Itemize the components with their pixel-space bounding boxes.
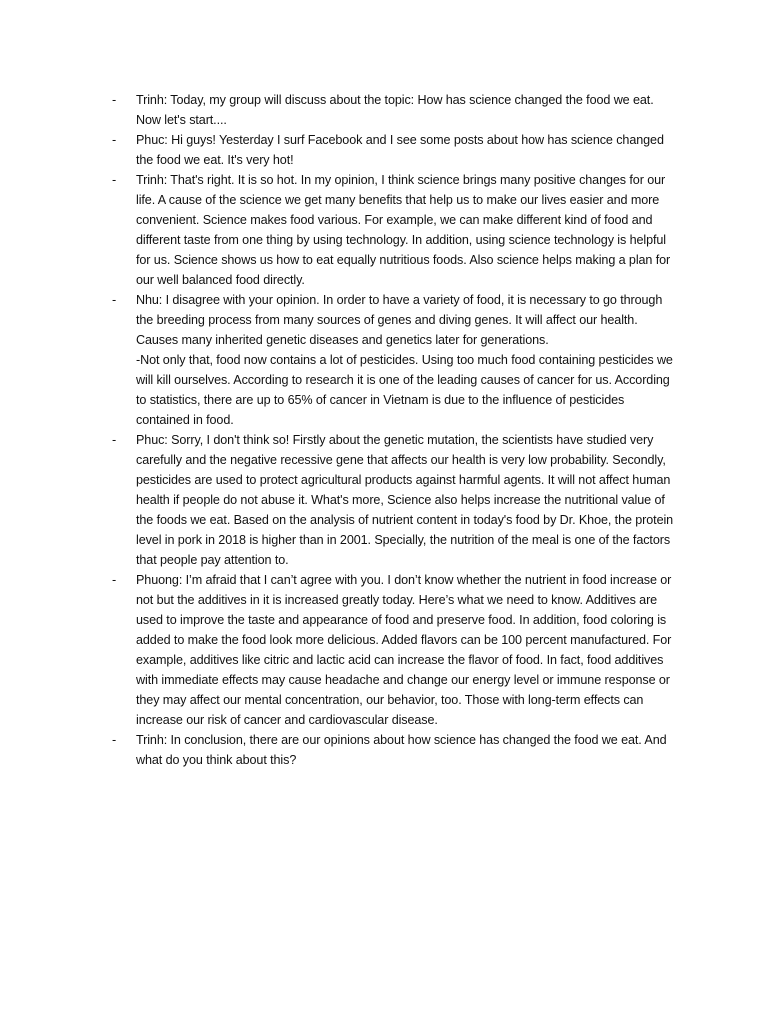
- dialogue-entry-trinh-opinion: [110, 170, 680, 290]
- dialogue-entry-trinh-conclusion: [110, 730, 680, 770]
- dialogue-entry-trinh-intro: [110, 90, 680, 130]
- entry-text-continued: -Not only that, food now contains a lot of pesticides. Using too much food containing pesticides we will kill ourselves. According to research it is one of the leading causes of cancer for us. According to statistics, there are up to 65% of cancer in Vietnam is due to the influence of pesticides contained in food.: [136, 353, 673, 427]
- entry-text: Nhu: I disagree with your opinion. In order to have a variety of food, it is necessary to go through the breeding process from many sources of genes and diving genes. It will affect our health. Causes many inherited genetic diseases and genetics later for generations.: [136, 293, 663, 347]
- bullet-dash: -: [112, 293, 117, 307]
- entry-text: Trinh: In conclusion, there are our opinions about how science has changed the food we eat. And what do you think about this?: [136, 733, 667, 767]
- dialogue-entry-phuong-additives: [110, 570, 680, 730]
- dialogue-entry-phuc-greeting: [110, 130, 680, 170]
- bullet-dash: -: [112, 433, 117, 447]
- dialogue-entry-nhu-disagree: [110, 290, 680, 430]
- entry-text: Phuc: Sorry, I don't think so! Firstly about the genetic mutation, the scientists have studied very carefully and the negative recessive gene that affects our health is very low probability. Secondly, pesticides are used to protect agricultural products against harmful agents. It will not affect human health if people do not abuse it. What's more, Science also helps increase the nutritional value of the foods we eat. Based on the analysis of nutrient content in today's food by Dr. Khoe, the protein level in pork in 2018 is higher than in 2001. Specially, the nutrition of the meal is one of the factors that people pay attention to.: [136, 433, 674, 567]
- bullet-dash: -: [112, 93, 117, 107]
- dialogue-entry-phuc-rebuttal: [110, 430, 680, 570]
- bullet-dash: -: [112, 733, 117, 747]
- entry-text: Trinh: Today, my group will discuss about the topic: How has science changed the food we eat. Now let's start....: [136, 93, 654, 127]
- dialogue-list: [110, 90, 680, 770]
- entry-text: Trinh: That's right. It is so hot. In my opinion, I think science brings many positive changes for our life. A cause of the science we get many benefits that help us to make our lives easier and more convenient. Science makes food various. For example, we can make different kind of food and different taste from one thing by using technology. In addition, using science technology is helpful for us. Science shows us how to eat equally nutritious foods. Also science helps making a plan for our well balanced food directly.: [136, 173, 671, 287]
- entry-text: Phuc: Hi guys! Yesterday I surf Facebook and I see some posts about how has science changed the food we eat. It's very hot!: [136, 133, 664, 167]
- bullet-dash: -: [112, 573, 117, 587]
- entry-text: Phuong: I’m afraid that I can’t agree with you. I don’t know whether the nutrient in food increase or not but the additives in it is increased greatly today. Here’s what we need to know. Additives are used to improve the taste and appearance of food and preserve food. In addition, food coloring is added to make the food look more delicious. Added flavors can be 100 percent manufactured. For example, additives like citric and lactic acid can increase the flavor of food. In fact, food additives with immediate effects may cause headache and change our energy level or immune response or they may affect our mental concentration, our behavior, too. Those with long-term effects can increase our risk of cancer and cardiovascular disease.: [136, 573, 672, 727]
- bullet-dash: -: [112, 133, 117, 147]
- bullet-dash: -: [112, 173, 117, 187]
